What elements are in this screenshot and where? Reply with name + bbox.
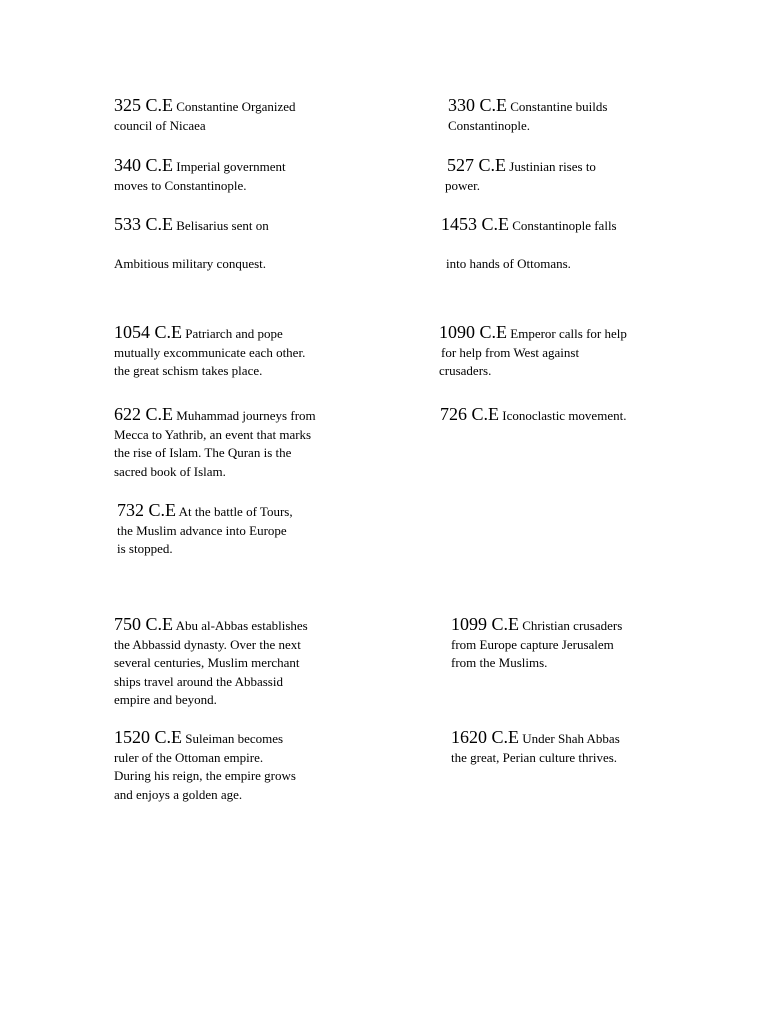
entry-line: moves to Constantinople.	[114, 177, 247, 193]
timeline-entry-527	[445, 156, 596, 195]
entry-line: crusaders.	[439, 363, 492, 378]
timeline-entry-732	[117, 501, 293, 559]
entry-line: Mecca to Yathrib, an event that marks	[114, 426, 312, 442]
entry-date: 622 C.E	[114, 404, 174, 424]
entry-date: 1090 C.E	[439, 322, 508, 342]
entry-line: ruler of the Ottoman empire.	[114, 749, 264, 765]
timeline-entry-1520	[114, 728, 296, 804]
entry-lead-text: Under Shah Abbas	[522, 731, 620, 746]
entry-date: 726 C.E	[440, 404, 500, 424]
entry-lead-text: Constantine Organized	[176, 99, 296, 114]
timeline-entry-325	[114, 96, 296, 135]
entry-line: power.	[445, 177, 481, 193]
timeline-entry-1620	[451, 728, 620, 767]
timeline-entry-1090	[439, 323, 627, 381]
entry-lead-text: Belisarius sent on	[176, 218, 269, 233]
entry-lead-text: Patriarch and pope	[185, 326, 283, 341]
entry-date: 1453 C.E	[441, 214, 510, 234]
timeline-entry-726	[440, 405, 626, 426]
entry-date: 527 C.E	[447, 155, 507, 175]
entry-line: from Europe capture Jerusalem	[451, 636, 614, 652]
timeline-entry-1099	[451, 615, 622, 673]
timeline-entry-750	[114, 615, 308, 710]
entry-lead-text: Constantine builds	[510, 99, 608, 114]
entry-line: empire and beyond.	[114, 692, 217, 707]
entry-date: 732 C.E	[117, 500, 177, 520]
entry-lead-text: Emperor calls for help	[510, 326, 627, 341]
entry-line: and enjoys a golden age.	[114, 786, 243, 802]
entry-lead-text: At the battle of Tours,	[178, 504, 293, 519]
entry-date: 1054 C.E	[114, 322, 183, 342]
entry-date: 325 C.E	[114, 95, 174, 115]
entry-line: ships travel around the Abbassid	[114, 673, 283, 689]
entry-date: 1099 C.E	[451, 614, 520, 634]
timeline-entry-330	[448, 96, 607, 135]
timeline-entry-533	[114, 215, 269, 236]
entry-line: Constantinople.	[448, 117, 530, 133]
entry-lead-text: Constantinople falls	[512, 218, 617, 233]
entry-line: several centuries, Muslim merchant	[114, 655, 300, 670]
entry-line: the Muslim advance into Europe	[117, 522, 287, 538]
entry-line: for help from West against	[441, 344, 580, 360]
entry-lead-text: Abu al-Abbas establishes	[175, 618, 308, 633]
entry-line: the great schism takes place.	[114, 363, 263, 378]
entry-line: the great, Perian culture thrives.	[451, 749, 618, 765]
entry-date: 330 C.E	[448, 95, 508, 115]
entry-date: 340 C.E	[114, 155, 174, 175]
entry-lead-text: Justinian rises to	[509, 159, 596, 174]
entry-date: 1620 C.E	[451, 727, 520, 747]
entry-line: from the Muslims.	[451, 655, 548, 670]
entry-lead-text: Christian crusaders	[522, 618, 623, 633]
entry-date: 750 C.E	[114, 614, 174, 634]
timeline-entry-622	[114, 405, 316, 481]
entry-date: 533 C.E	[114, 214, 174, 234]
entry-line: is stopped.	[117, 541, 173, 556]
entry-line: council of Nicaea	[114, 117, 206, 133]
entry-lead-text: Muhammad journeys from	[176, 408, 316, 423]
timeline-entry-1453	[441, 215, 617, 236]
timeline-entry-1453-continued	[446, 255, 571, 274]
entry-line: into hands of Ottomans.	[446, 256, 571, 271]
entry-line: mutually excommunicate each other.	[114, 344, 306, 360]
entry-lead-text: Iconoclastic movement.	[502, 408, 627, 423]
entry-lead-text: Suleiman becomes	[185, 731, 284, 746]
entry-line: During his reign, the empire grows	[114, 768, 296, 783]
entry-line: the Abbassid dynasty. Over the next	[114, 636, 301, 652]
entry-line: sacred book of Islam.	[114, 463, 226, 479]
timeline-entry-1054	[114, 323, 305, 381]
entry-lead-text: Imperial government	[176, 159, 286, 174]
entry-date: 1520 C.E	[114, 727, 183, 747]
timeline-entry-340	[114, 156, 286, 195]
entry-line: the rise of Islam. The Quran is the	[114, 445, 292, 460]
timeline-entry-533-continued	[114, 255, 266, 274]
entry-line: Ambitious military conquest.	[114, 256, 267, 271]
